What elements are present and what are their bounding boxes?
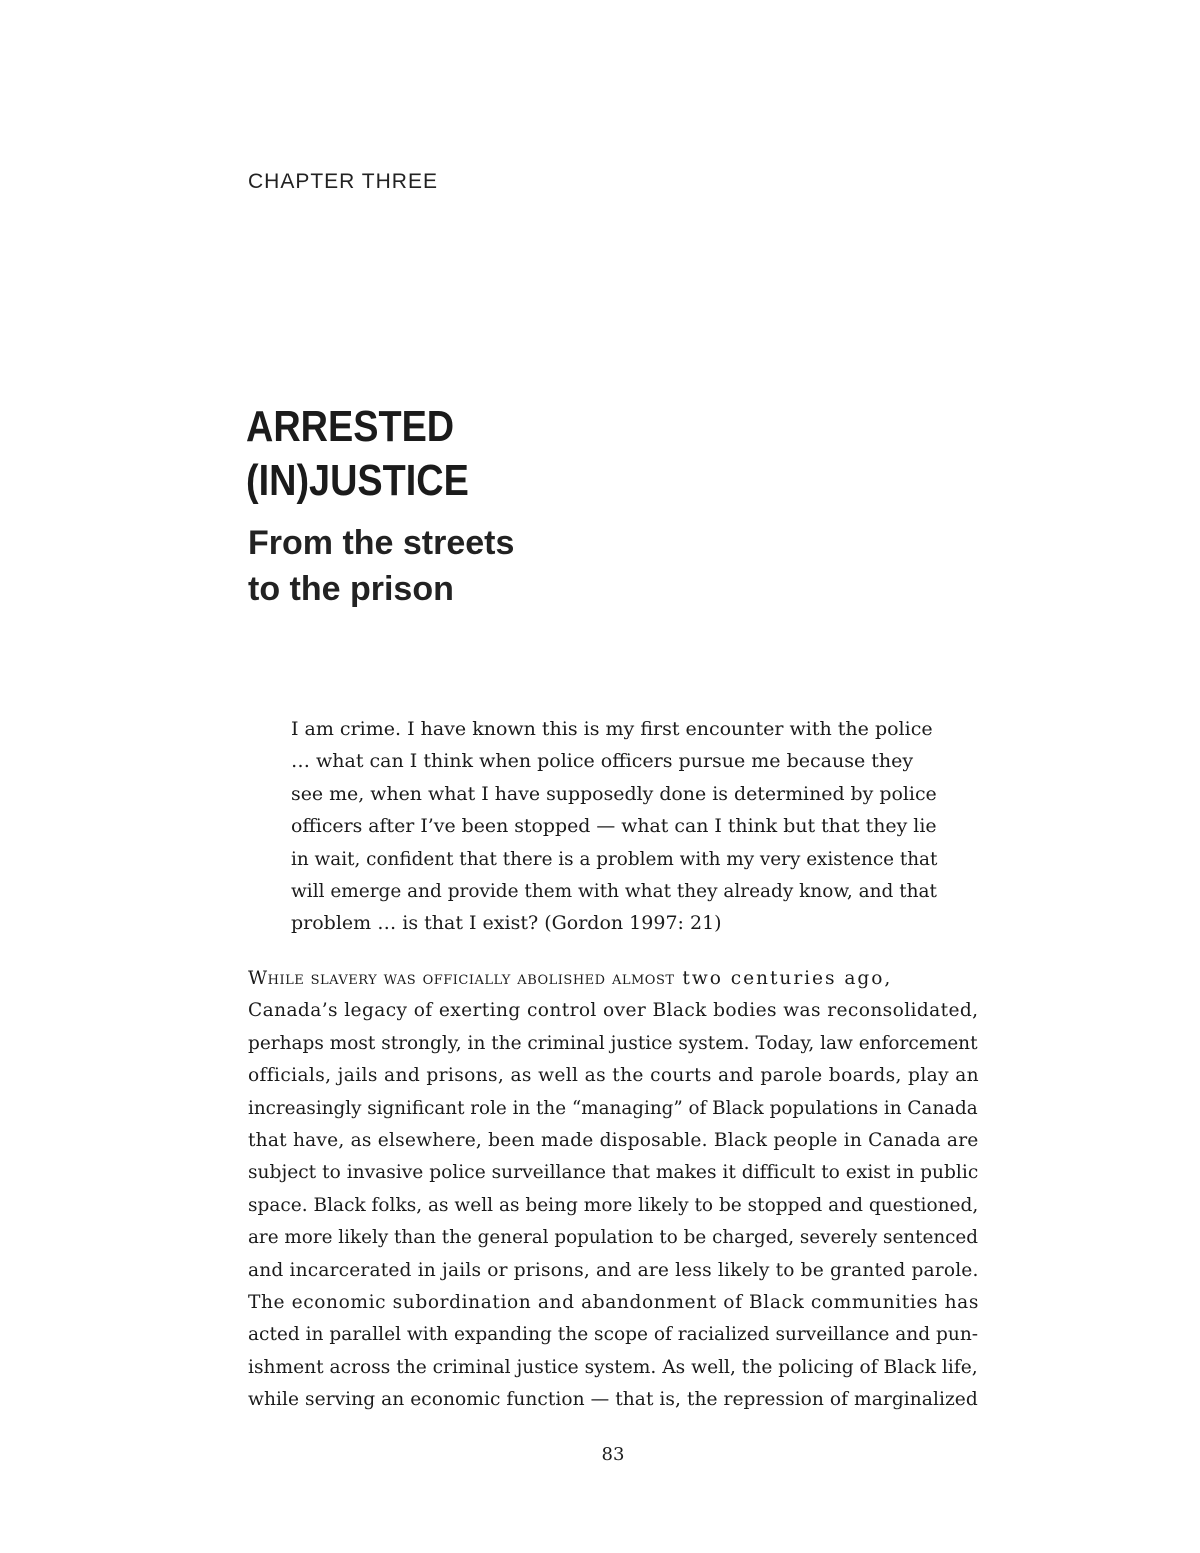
epigraph-line: … what can I think when police officers pursue me because they xyxy=(291,750,914,773)
epigraph-line: will emerge and provide them with what they already know, and that xyxy=(291,880,937,903)
epigraph-line: see me, when what I have supposedly done is determined by police xyxy=(291,782,937,805)
body-line: while serving an economic function — that is, the repression of marginalized xyxy=(248,1389,978,1411)
body-paragraph xyxy=(248,963,978,1417)
epigraph-line: I am crime. I have known this is my first encounter with the police xyxy=(291,718,933,740)
body-line: increasingly significant role in the “managing” of Black populations in Canada xyxy=(248,1097,978,1119)
chapter-title-line: (IN)JUSTICE xyxy=(246,456,469,505)
epigraph-line: officers after I’ve been stopped — what can I think but that they lie xyxy=(291,815,937,838)
body-line: officials, jails and prisons, as well as the courts and parole boards, play an xyxy=(248,1065,980,1087)
body-first-line-rest: two centuries ago, xyxy=(674,968,893,989)
body-line: acted in parallel with expanding the scope of racialized surveillance and pun- xyxy=(248,1324,979,1346)
epigraph-quote xyxy=(291,713,941,940)
epigraph-line: in wait, confident that there is a problem with my very existence that xyxy=(291,847,938,870)
body-first-line xyxy=(248,963,978,995)
body-line: are more likely than the general population to be charged, severely sentenced xyxy=(248,1227,979,1249)
body-line: Canada’s legacy of exerting control over Black bodies was reconsolidated, xyxy=(248,1000,979,1022)
body-line: The economic subordination and abandonment of Black communities has xyxy=(248,1292,979,1314)
chapter-title xyxy=(246,400,469,508)
body-line: space. Black folks, as well as being more likely to be stopped and questioned, xyxy=(248,1194,979,1216)
chapter-title-line: ARRESTED xyxy=(246,402,455,451)
body-line: ishment across the criminal justice system. As well, the policing of Black life, xyxy=(248,1356,978,1378)
chapter-subtitle-line: From the streets xyxy=(248,524,515,562)
body-line: that have, as elsewhere, been made disposable. Black people in Canada are xyxy=(248,1130,979,1152)
body-line: subject to invasive police surveillance that makes it difficult to exist in public xyxy=(248,1162,979,1184)
chapter-subtitle-line: to the prison xyxy=(248,570,454,608)
body-line: and incarcerated in jails or prisons, and are less likely to be granted parole. xyxy=(248,1259,979,1281)
small-caps-lead-in: While slavery was officially abolished almost xyxy=(248,968,675,989)
chapter-subtitle xyxy=(248,520,514,612)
page-number: 83 xyxy=(601,1444,625,1465)
body-line: perhaps most strongly, in the criminal justice system. Today, law enforcement xyxy=(248,1032,978,1054)
epigraph-line: problem … is that I exist? (Gordon 1997: 21) xyxy=(291,912,722,935)
chapter-label: CHAPTER THREE xyxy=(248,170,438,193)
